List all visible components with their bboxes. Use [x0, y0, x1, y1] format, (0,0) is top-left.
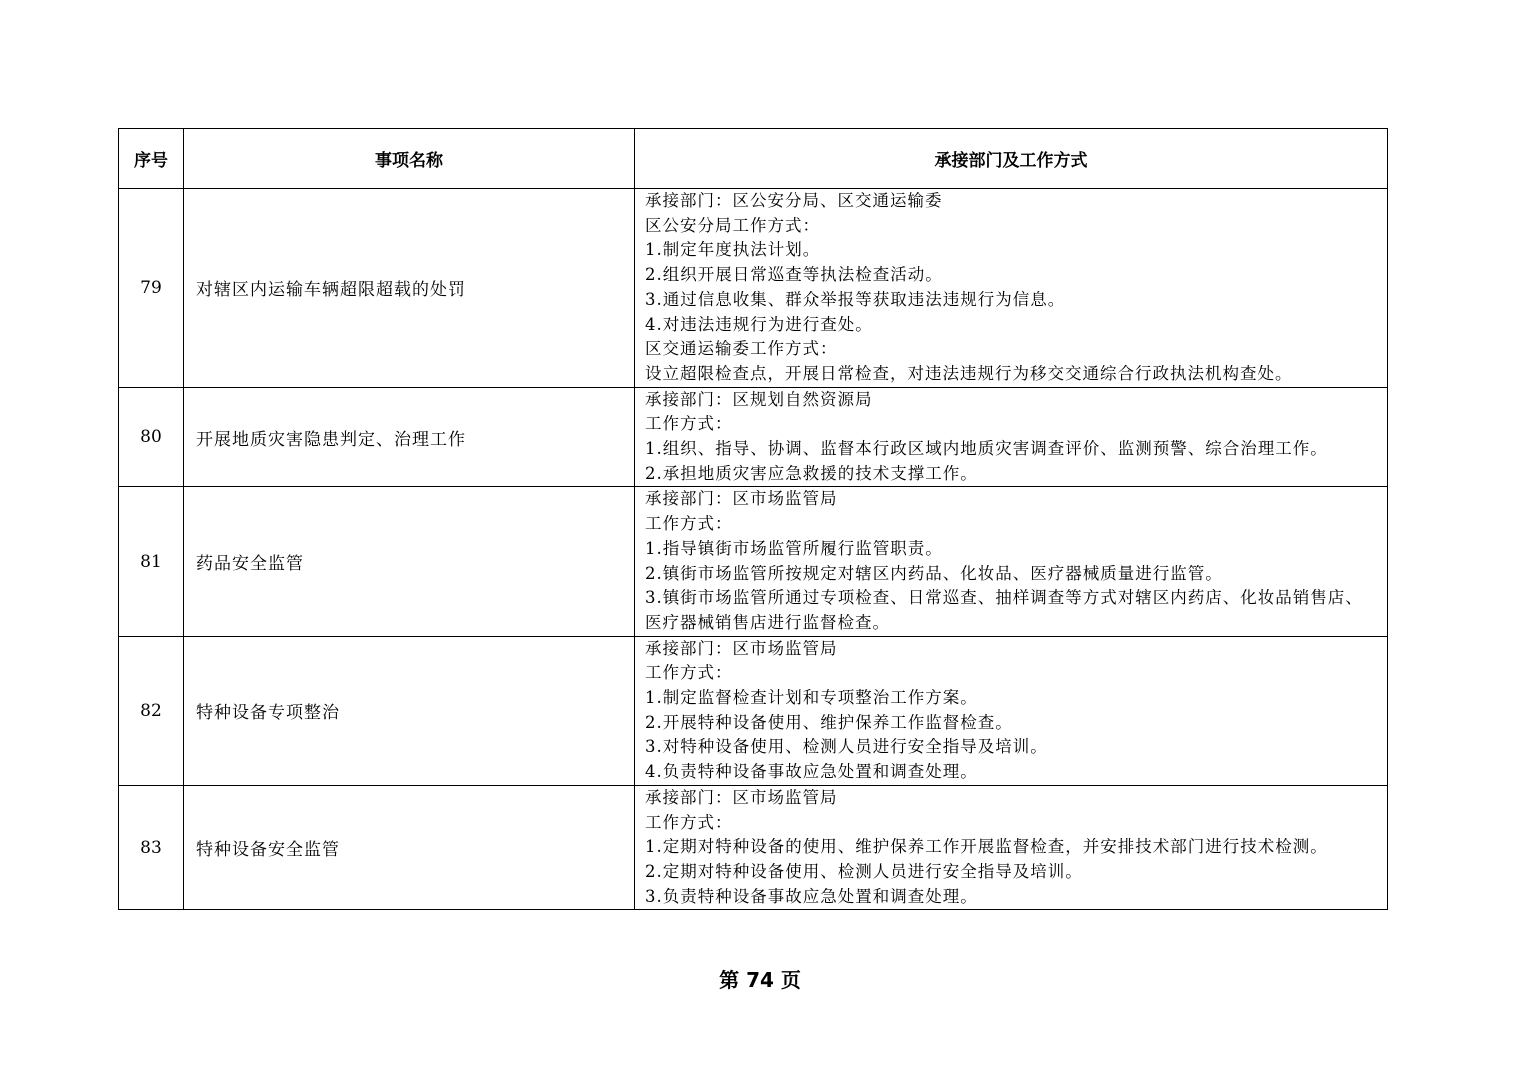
table-row — [119, 487, 1388, 636]
method-line: 3.对特种设备使用、检测人员进行安全指导及培训。 — [645, 737, 1048, 757]
row-number: 79 — [119, 189, 184, 388]
row-department-method — [635, 189, 1388, 388]
row-department-method — [635, 636, 1388, 785]
method-line: 1.定期对特种设备的使用、维护保养工作开展监督检查，并安排技术部门进行技术检测。 — [645, 837, 1328, 857]
method-line: 2.组织开展日常巡查等执法检查活动。 — [645, 265, 943, 285]
method-line: 3.通过信息收集、群众举报等获取违法违规行为信息。 — [645, 289, 1066, 309]
method-line: 承接部门：区市场监管局 — [645, 787, 838, 807]
method-line: 工作方式： — [645, 663, 733, 683]
method-line: 2.开展特种设备使用、维护保养工作监督检查。 — [645, 712, 1013, 732]
header-department-method: 承接部门及工作方式 — [635, 129, 1388, 189]
method-line: 区公安分局工作方式： — [645, 215, 820, 235]
method-line: 承接部门：区市场监管局 — [645, 489, 838, 509]
items-table — [118, 128, 1388, 910]
table-row — [119, 785, 1388, 910]
table-row — [119, 189, 1388, 388]
table-row — [119, 387, 1388, 487]
method-line: 工作方式： — [645, 812, 733, 832]
table-body — [119, 189, 1388, 910]
method-line: 2.定期对特种设备使用、检测人员进行安全指导及培训。 — [645, 861, 1083, 881]
method-line: 承接部门：区规划自然资源局 — [645, 389, 873, 409]
row-item-name: 开展地质灾害隐患判定、治理工作 — [184, 387, 635, 487]
method-line: 区交通运输委工作方式： — [645, 339, 838, 359]
header-item-name: 事项名称 — [184, 129, 635, 189]
method-line: 1.指导镇街市场监管所履行监管职责。 — [645, 538, 943, 558]
method-line: 2.镇街市场监管所按规定对辖区内药品、化妆品、医疗器械质量进行监管。 — [645, 563, 1223, 583]
row-number: 82 — [119, 636, 184, 785]
row-item-name: 特种设备专项整治 — [184, 636, 635, 785]
method-line: 工作方式： — [645, 414, 733, 434]
row-department-method — [635, 785, 1388, 910]
method-line: 承接部门：区市场监管局 — [645, 638, 838, 658]
row-department-method — [635, 387, 1388, 487]
row-item-name: 特种设备安全监管 — [184, 785, 635, 910]
method-line: 4.负责特种设备事故应急处置和调查处理。 — [645, 762, 978, 782]
method-line: 设立超限检查点，开展日常检查，对违法违规行为移交交通综合行政执法机构查处。 — [645, 363, 1293, 383]
method-line: 1.组织、指导、协调、监督本行政区域内地质灾害调查评价、监测预警、综合治理工作。 — [645, 439, 1328, 459]
page-number: 第 74 页 — [719, 968, 801, 992]
row-department-method — [635, 487, 1388, 636]
method-line: 1.制定监督检查计划和专项整治工作方案。 — [645, 688, 978, 708]
row-number: 80 — [119, 387, 184, 487]
header-number: 序号 — [119, 129, 184, 189]
method-line: 3.镇街市场监管所通过专项检查、日常巡查、抽样调查等方式对辖区内药店、化妆品销售店、医疗器械销售店进行监督检查。 — [645, 588, 1363, 632]
method-line: 4.对违法违规行为进行查处。 — [645, 314, 873, 334]
row-item-name: 药品安全监管 — [184, 487, 635, 636]
method-line: 承接部门：区公安分局、区交通运输委 — [645, 191, 943, 210]
method-line: 2.承担地质灾害应急救援的技术支撑工作。 — [645, 463, 978, 483]
row-number: 81 — [119, 487, 184, 636]
method-line: 1.制定年度执法计划。 — [645, 240, 821, 260]
method-line: 3.负责特种设备事故应急处置和调查处理。 — [645, 886, 978, 906]
table-header-row — [119, 129, 1388, 189]
row-number: 83 — [119, 785, 184, 910]
table-row — [119, 636, 1388, 785]
method-line: 工作方式： — [645, 514, 733, 534]
row-item-name: 对辖区内运输车辆超限超载的处罚 — [184, 189, 635, 388]
